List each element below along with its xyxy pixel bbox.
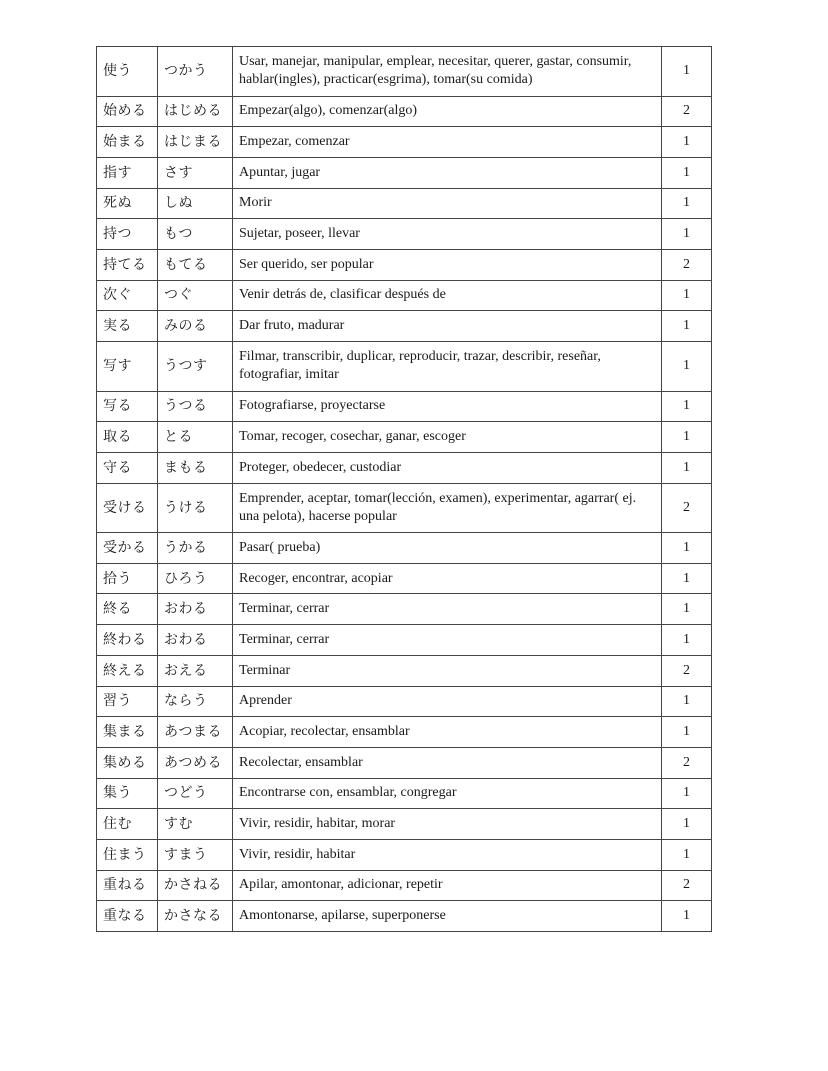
meaning-cell: Terminar, cerrar <box>233 594 662 625</box>
kanji-cell: 次ぐ <box>97 280 158 311</box>
kanji-cell: 使う <box>97 47 158 97</box>
meaning-cell: Aprender <box>233 686 662 717</box>
kana-cell: おわる <box>158 625 233 656</box>
group-cell: 1 <box>662 47 712 97</box>
group-cell: 1 <box>662 686 712 717</box>
kanji-cell: 終る <box>97 594 158 625</box>
kanji-cell: 死ぬ <box>97 188 158 219</box>
meaning-cell: Emprender, aceptar, tomar(lección, examen), experimentar, agarrar( ej. una pelota), hacerse popular <box>233 483 662 533</box>
group-cell: 2 <box>662 747 712 778</box>
group-cell: 2 <box>662 249 712 280</box>
kana-cell: とる <box>158 422 233 453</box>
group-cell: 1 <box>662 311 712 342</box>
meaning-cell: Empezar(algo), comenzar(algo) <box>233 96 662 127</box>
kana-cell: さす <box>158 157 233 188</box>
kanji-cell: 持てる <box>97 249 158 280</box>
kana-cell: つかう <box>158 47 233 97</box>
group-cell: 1 <box>662 157 712 188</box>
table-row <box>97 157 712 188</box>
kanji-cell: 終える <box>97 655 158 686</box>
table-row <box>97 563 712 594</box>
kana-cell: おえる <box>158 655 233 686</box>
table-row <box>97 655 712 686</box>
kanji-cell: 集める <box>97 747 158 778</box>
kana-cell: ならう <box>158 686 233 717</box>
group-cell: 1 <box>662 901 712 932</box>
group-cell: 1 <box>662 533 712 564</box>
meaning-cell: Pasar( prueba) <box>233 533 662 564</box>
kana-cell: すまう <box>158 839 233 870</box>
table-row <box>97 483 712 533</box>
table-row <box>97 47 712 97</box>
meaning-cell: Apuntar, jugar <box>233 157 662 188</box>
table-row <box>97 311 712 342</box>
kana-cell: あつめる <box>158 747 233 778</box>
table-row <box>97 625 712 656</box>
kanji-cell: 重ねる <box>97 870 158 901</box>
meaning-cell: Vivir, residir, habitar <box>233 839 662 870</box>
kanji-cell: 重なる <box>97 901 158 932</box>
kana-cell: うかる <box>158 533 233 564</box>
kanji-cell: 持つ <box>97 219 158 250</box>
meaning-cell: Acopiar, recolectar, ensamblar <box>233 717 662 748</box>
kanji-cell: 集う <box>97 778 158 809</box>
kanji-cell: 住む <box>97 809 158 840</box>
group-cell: 1 <box>662 452 712 483</box>
table-row <box>97 96 712 127</box>
kanji-cell: 受ける <box>97 483 158 533</box>
group-cell: 1 <box>662 839 712 870</box>
vocabulary-table <box>96 46 712 932</box>
group-cell: 1 <box>662 127 712 158</box>
kana-cell: まもる <box>158 452 233 483</box>
table-row <box>97 280 712 311</box>
table-row <box>97 747 712 778</box>
group-cell: 1 <box>662 563 712 594</box>
table-row <box>97 594 712 625</box>
kana-cell: うつす <box>158 342 233 392</box>
kana-cell: あつまる <box>158 717 233 748</box>
kanji-cell: 取る <box>97 422 158 453</box>
kana-cell: もつ <box>158 219 233 250</box>
table-row <box>97 901 712 932</box>
vocabulary-table-body <box>97 47 712 932</box>
meaning-cell: Morir <box>233 188 662 219</box>
kana-cell: うける <box>158 483 233 533</box>
meaning-cell: Filmar, transcribir, duplicar, reproducir, trazar, describir, reseñar, fotografiar, imitar <box>233 342 662 392</box>
table-row <box>97 422 712 453</box>
kana-cell: かさなる <box>158 901 233 932</box>
kana-cell: つどう <box>158 778 233 809</box>
group-cell: 1 <box>662 280 712 311</box>
group-cell: 1 <box>662 422 712 453</box>
kanji-cell: 始まる <box>97 127 158 158</box>
table-row <box>97 809 712 840</box>
kanji-cell: 住まう <box>97 839 158 870</box>
meaning-cell: Encontrarse con, ensamblar, congregar <box>233 778 662 809</box>
table-row <box>97 219 712 250</box>
kana-cell: しぬ <box>158 188 233 219</box>
kanji-cell: 集まる <box>97 717 158 748</box>
group-cell: 2 <box>662 483 712 533</box>
meaning-cell: Usar, manejar, manipular, emplear, necesitar, querer, gastar, consumir, hablar(ingles), practicar(esgrima), tomar(su comida) <box>233 47 662 97</box>
table-row <box>97 249 712 280</box>
meaning-cell: Empezar, comenzar <box>233 127 662 158</box>
table-row <box>97 686 712 717</box>
table-row <box>97 870 712 901</box>
kana-cell: もてる <box>158 249 233 280</box>
group-cell: 2 <box>662 655 712 686</box>
kanji-cell: 始める <box>97 96 158 127</box>
meaning-cell: Recoger, encontrar, acopiar <box>233 563 662 594</box>
group-cell: 1 <box>662 219 712 250</box>
meaning-cell: Ser querido, ser popular <box>233 249 662 280</box>
kanji-cell: 習う <box>97 686 158 717</box>
group-cell: 1 <box>662 342 712 392</box>
kanji-cell: 実る <box>97 311 158 342</box>
table-row <box>97 188 712 219</box>
kana-cell: みのる <box>158 311 233 342</box>
group-cell: 1 <box>662 778 712 809</box>
kanji-cell: 受かる <box>97 533 158 564</box>
group-cell: 1 <box>662 809 712 840</box>
meaning-cell: Terminar, cerrar <box>233 625 662 656</box>
kana-cell: かさねる <box>158 870 233 901</box>
meaning-cell: Amontonarse, apilarse, superponerse <box>233 901 662 932</box>
meaning-cell: Terminar <box>233 655 662 686</box>
group-cell: 2 <box>662 870 712 901</box>
meaning-cell: Venir detrás de, clasificar después de <box>233 280 662 311</box>
meaning-cell: Dar fruto, madurar <box>233 311 662 342</box>
meaning-cell: Recolectar, ensamblar <box>233 747 662 778</box>
kana-cell: うつる <box>158 391 233 422</box>
kana-cell: つぐ <box>158 280 233 311</box>
table-row <box>97 778 712 809</box>
group-cell: 1 <box>662 594 712 625</box>
table-row <box>97 839 712 870</box>
table-row <box>97 391 712 422</box>
kanji-cell: 写る <box>97 391 158 422</box>
meaning-cell: Apilar, amontonar, adicionar, repetir <box>233 870 662 901</box>
kana-cell: ひろう <box>158 563 233 594</box>
table-row <box>97 533 712 564</box>
kana-cell: すむ <box>158 809 233 840</box>
kana-cell: はじまる <box>158 127 233 158</box>
group-cell: 2 <box>662 96 712 127</box>
group-cell: 1 <box>662 625 712 656</box>
kanji-cell: 指す <box>97 157 158 188</box>
meaning-cell: Proteger, obedecer, custodiar <box>233 452 662 483</box>
kana-cell: はじめる <box>158 96 233 127</box>
meaning-cell: Tomar, recoger, cosechar, ganar, escoger <box>233 422 662 453</box>
kanji-cell: 拾う <box>97 563 158 594</box>
kanji-cell: 守る <box>97 452 158 483</box>
table-row <box>97 127 712 158</box>
table-row <box>97 452 712 483</box>
kana-cell: おわる <box>158 594 233 625</box>
table-row <box>97 342 712 392</box>
group-cell: 1 <box>662 391 712 422</box>
kanji-cell: 終わる <box>97 625 158 656</box>
group-cell: 1 <box>662 188 712 219</box>
meaning-cell: Fotografiarse, proyectarse <box>233 391 662 422</box>
meaning-cell: Vivir, residir, habitar, morar <box>233 809 662 840</box>
meaning-cell: Sujetar, poseer, llevar <box>233 219 662 250</box>
table-row <box>97 717 712 748</box>
kanji-cell: 写す <box>97 342 158 392</box>
group-cell: 1 <box>662 717 712 748</box>
